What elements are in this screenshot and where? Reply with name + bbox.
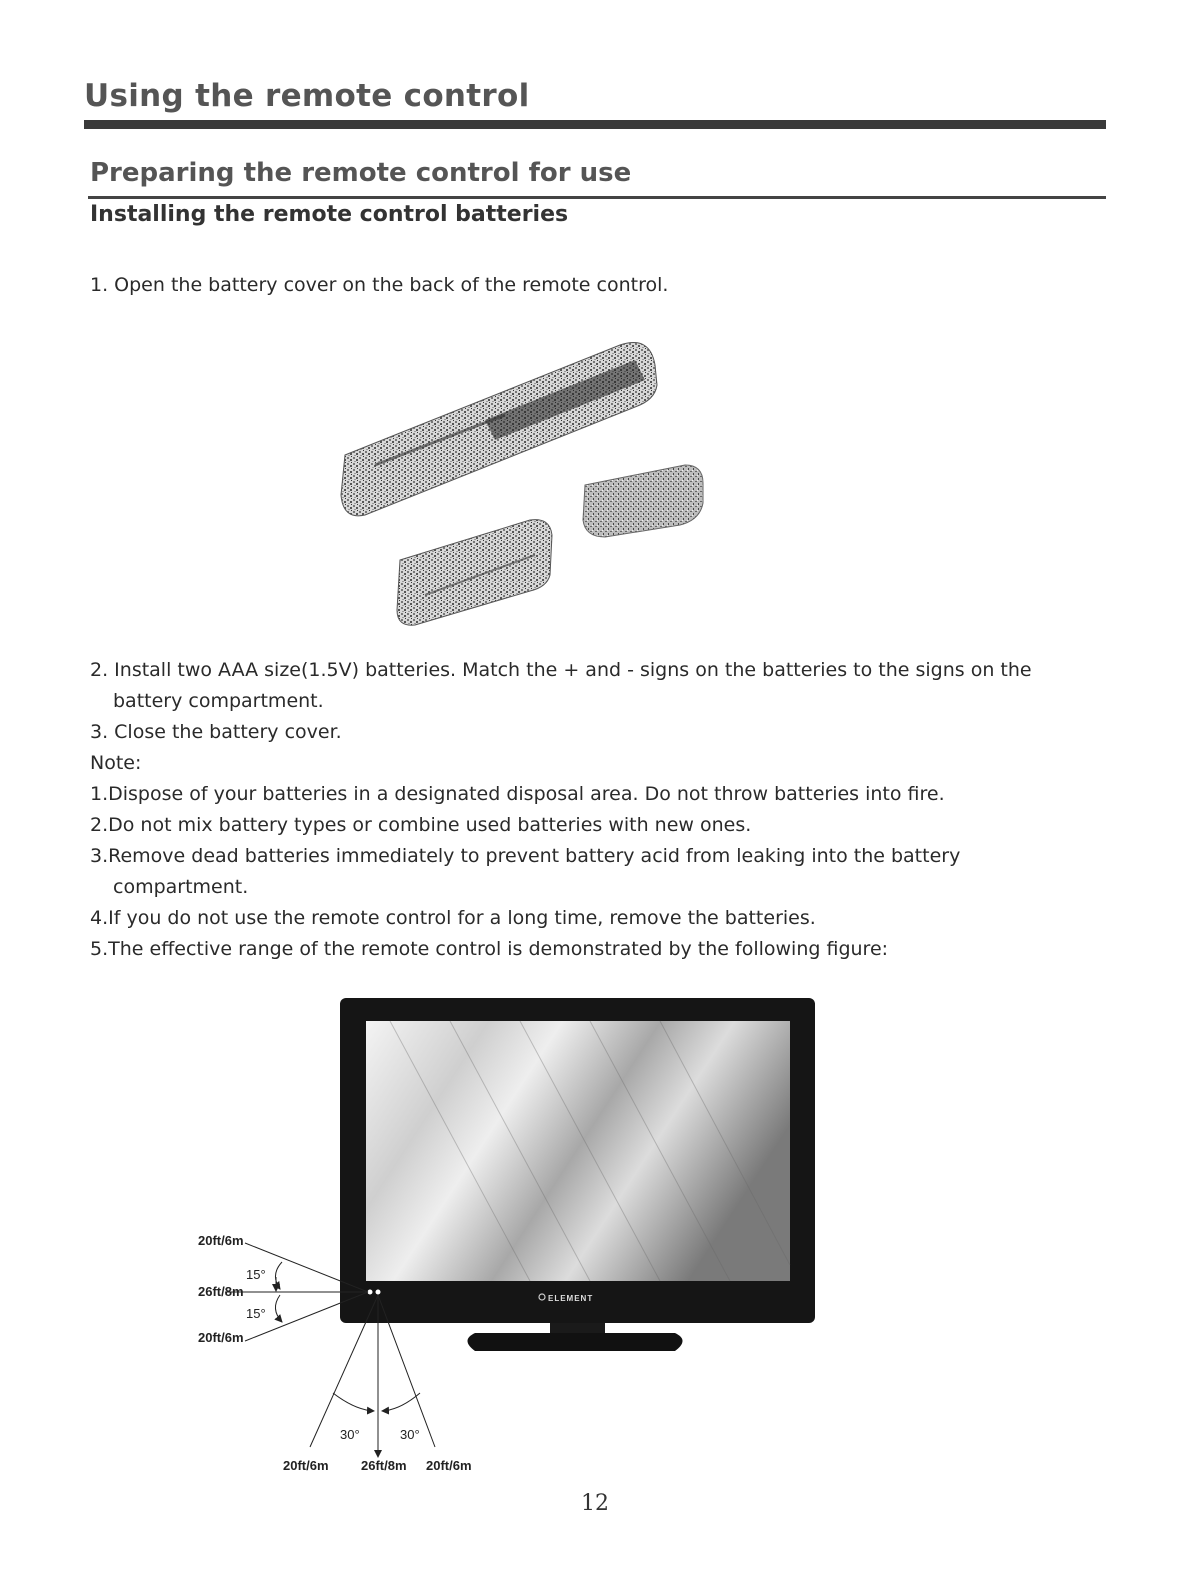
batteries-image: [397, 520, 552, 626]
battery-cover-image: [583, 465, 703, 537]
tv-image: [340, 998, 815, 1351]
remote-range-diagram: [190, 995, 830, 1485]
note-3-line-1: 3.Remove dead batteries immediately to prevent battery acid from leaking into the battery: [90, 845, 961, 867]
left-mid-label: 26ft/8m: [198, 1284, 244, 1299]
step-2-line-2: battery compartment.: [113, 690, 324, 712]
bottom-mid-label: 26ft/8m: [361, 1458, 407, 1473]
section-rule: [88, 196, 1106, 199]
bottom-right-label: 20ft/6m: [426, 1458, 472, 1473]
bottom-angle-left: 30°: [340, 1427, 360, 1442]
step-1: 1. Open the battery cover on the back of the remote control.: [90, 274, 669, 296]
note-3-line-2: compartment.: [113, 876, 249, 898]
title-rule: [84, 120, 1106, 129]
bottom-left-label: 20ft/6m: [283, 1458, 329, 1473]
left-bottom-label: 20ft/6m: [198, 1330, 244, 1345]
brand-text: ELEMENT: [548, 1294, 594, 1303]
left-top-label: 20ft/6m: [198, 1233, 244, 1248]
left-angle-top: 15°: [246, 1267, 266, 1282]
note-5: 5.The effective range of the remote control is demonstrated by the following figure:: [90, 938, 889, 960]
note-4: 4.If you do not use the remote control for a long time, remove the batteries.: [90, 907, 816, 929]
page-title: Using the remote control: [84, 78, 530, 114]
step-2-line-1: 2. Install two AAA size(1.5V) batteries. Match the + and - signs on the batteries to the signs on the: [90, 659, 1032, 681]
page-number: 12: [581, 1491, 609, 1516]
bottom-angle-right: 30°: [400, 1427, 420, 1442]
note-label: Note:: [90, 752, 142, 774]
brand-logo: [539, 1294, 593, 1303]
subsection-title: Installing the remote control batteries: [90, 202, 569, 227]
note-2: 2.Do not mix battery types or combine used batteries with new ones.: [90, 814, 752, 836]
note-1: 1.Dispose of your batteries in a designated disposal area. Do not throw batteries into fire.: [90, 783, 945, 805]
remote-battery-illustration: [335, 325, 715, 640]
step-3: 3. Close the battery cover.: [90, 721, 342, 743]
section-title: Preparing the remote control for use: [90, 158, 632, 188]
left-angle-bottom: 15°: [246, 1306, 266, 1321]
